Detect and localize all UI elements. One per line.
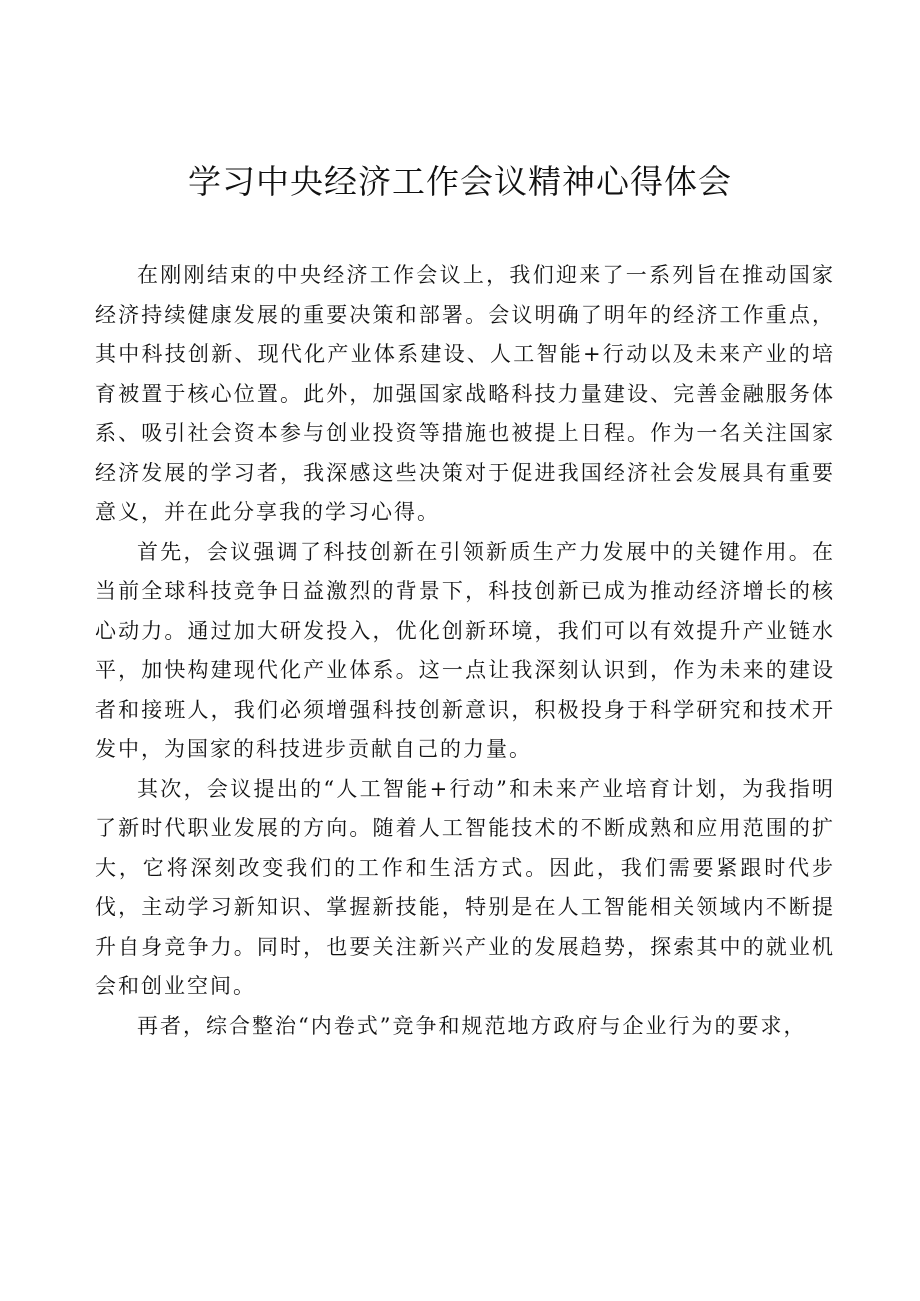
paragraph-first-point: 首先，会议强调了科技创新在引领新质生产力发展中的关键作用。在当前全球科技竞争日益激烈的背景下，科技创新已成为推动经济增长的核心动力。通过加大研发投入，优化创新环境，我们可以有效提升产业链水平，加快构建现代化产业体系。这一点让我深刻认识到，作为未来的建设者和接班人，我们必须增强科技创新意识，积极投身于科学研究和技术开发中，为国家的科技进步贡献自己的力量。 xyxy=(95,539,835,761)
paragraph-intro: 在刚刚结束的中央经济工作会议上，我们迎来了一系列旨在推动国家经济持续健康发展的重要决策和部署。会议明确了明年的经济工作重点，其中科技创新、现代化产业体系建设、人工智能+行动以及未来产业的培育被置于核心位置。此外，加强国家战略科技力量建设、完善金融服务体系、吸引社会资本参与创业投资等措施也被提上日程。作为一名关注国家经济发展的学习者，我深感这些决策对于促进我国经济社会发展具有重要意义，并在此分享我的学习心得。 xyxy=(95,263,835,524)
document-body xyxy=(95,256,835,1046)
document-title: 学习中央经济工作会议精神心得体会 xyxy=(188,162,732,201)
paragraph-third-point: 再者，综合整治“内卷式”竞争和规范地方政府与企业行为的要求， xyxy=(137,1013,807,1038)
paragraph-second-point: 其次，会议提出的“人工智能+行动”和未来产业培育计划，为我指明了新时代职业发展的方向。随着人工智能技术的不断成熟和应用范围的扩大，它将深刻改变我们的工作和生活方式。因此，我们需要紧跟时代步伐，主动学习新知识、掌握新技能，特别是在人工智能相关领域内不断提升自身竞争力。同时，也要关注新兴产业的发展趋势，探索其中的就业机会和创业空间。 xyxy=(95,776,835,998)
